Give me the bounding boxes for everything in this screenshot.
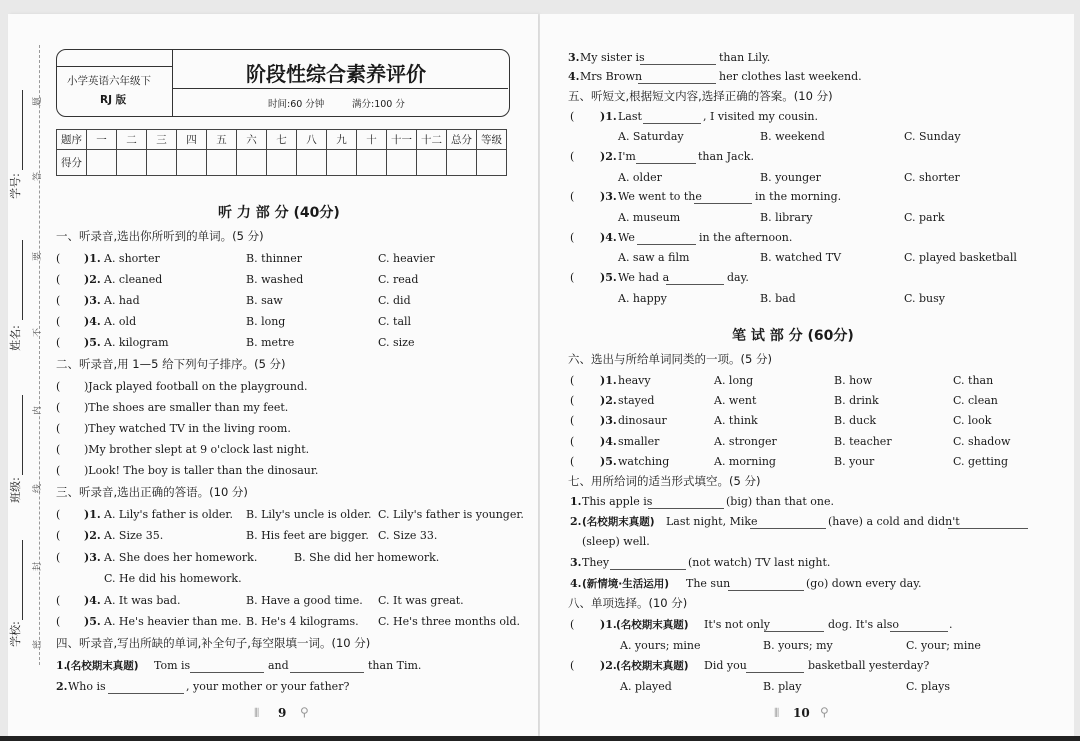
- question-number: )5.: [600, 455, 617, 468]
- answer-paren[interactable]: (: [570, 455, 575, 468]
- table-header: 六: [237, 130, 267, 150]
- section-6-title: 六、选出与所给单词同类的一项。(5 分): [568, 352, 772, 366]
- option-a: A. Lily's father is older.: [104, 508, 233, 521]
- answer-paren[interactable]: (: [570, 374, 575, 387]
- school-label: 学校:: [8, 621, 22, 647]
- option-c: C. read: [378, 273, 419, 286]
- table-header: 四: [177, 130, 207, 150]
- score-cell[interactable]: [447, 150, 477, 176]
- question-number: )3.: [600, 190, 617, 203]
- option-a: A. saw a film: [618, 251, 690, 264]
- page-title: 阶段性综合素养评价: [246, 62, 426, 86]
- score-cell[interactable]: [357, 150, 387, 176]
- binding-margin: [14, 45, 42, 665]
- option-a: A. stronger: [714, 435, 777, 448]
- table-header: 九: [327, 130, 357, 150]
- sentence-part: her clothes last weekend.: [719, 70, 862, 83]
- section-7-title: 七、用所给词的适当形式填空。(5 分): [568, 474, 761, 488]
- option-a: A. went: [714, 394, 757, 407]
- sentence: )Jack played football on the playground.: [84, 380, 308, 393]
- option-b: B. washed: [246, 273, 304, 286]
- sentence-part: than Lily.: [719, 51, 771, 64]
- option-a: A. He's heavier than me.: [104, 615, 242, 628]
- answer-paren[interactable]: (: [56, 594, 61, 607]
- sentence-part: I'm: [618, 150, 636, 163]
- answer-paren[interactable]: (: [56, 464, 61, 477]
- option-c: C. park: [904, 211, 945, 224]
- score-info: 满分:100 分: [352, 99, 405, 110]
- option-c: C. Lily's father is younger.: [378, 508, 524, 521]
- option-a: A. museum: [618, 211, 681, 224]
- question-number: )3.: [84, 551, 101, 564]
- question-number: )3.: [600, 414, 617, 427]
- sentence-part: in the afternoon.: [699, 231, 793, 244]
- blank-line[interactable]: [948, 528, 1028, 529]
- option-c: C. shadow: [953, 435, 1011, 448]
- source-tag: (名校期末真题): [582, 516, 655, 528]
- binding-char: 内: [33, 405, 44, 416]
- answer-paren[interactable]: (: [56, 273, 61, 286]
- name-label: 姓名:: [8, 325, 22, 351]
- page-number: 10: [793, 706, 810, 720]
- sentence: )My brother slept at 9 o'clock last night.: [84, 443, 310, 456]
- question-number: )1.: [600, 618, 617, 631]
- blank-line[interactable]: [610, 569, 686, 570]
- page-ornament: ⚲: [820, 705, 829, 719]
- blank-line[interactable]: [694, 203, 752, 204]
- answer-paren[interactable]: (: [56, 336, 61, 349]
- given-word: smaller: [618, 435, 660, 448]
- score-cell[interactable]: [237, 150, 267, 176]
- id-line[interactable]: [22, 90, 23, 170]
- option-a: A. She does her homework.: [104, 551, 258, 564]
- question-number: )2.: [84, 529, 101, 542]
- score-row: [57, 150, 507, 176]
- score-table-header-row: [57, 130, 507, 150]
- answer-paren[interactable]: (: [570, 110, 575, 123]
- score-cell[interactable]: [177, 150, 207, 176]
- blank-line[interactable]: [636, 163, 696, 164]
- option-c: C. It was great.: [378, 594, 464, 607]
- question-number: 3.: [570, 556, 582, 569]
- sentence-part: (not watch) TV last night.: [688, 556, 831, 569]
- answer-paren[interactable]: (: [56, 508, 61, 521]
- source-tag: (名校期末真题): [616, 619, 689, 631]
- binding-char: 不: [33, 327, 44, 338]
- question-number: 4.: [568, 70, 580, 83]
- section-4-title: 四、听录音,写出所缺的单词,补全句子,每空限填一词。(10 分): [56, 636, 371, 650]
- option-c: C. your; mine: [906, 639, 981, 652]
- answer-paren[interactable]: (: [56, 294, 61, 307]
- question-number: )1.: [600, 374, 617, 387]
- blank-line[interactable]: [648, 508, 724, 509]
- given-word: dinosaur: [618, 414, 667, 427]
- option-a: A. Size 35.: [104, 529, 164, 542]
- blank-line[interactable]: [108, 693, 184, 694]
- question-number: 1.: [570, 495, 582, 508]
- score-cell[interactable]: [477, 150, 507, 176]
- option-a: A. older: [618, 171, 662, 184]
- question-number: )5.: [600, 271, 617, 284]
- question-number: 1.: [56, 659, 68, 672]
- sentence-part: Did you: [704, 659, 747, 672]
- section-8-title: 八、单项选择。(10 分): [568, 596, 688, 610]
- option-b: B. watched TV: [760, 251, 842, 264]
- option-b: B. His feet are bigger.: [246, 529, 369, 542]
- section-5-title: 五、听短文,根据短文内容,选择正确的答案。(10 分): [568, 89, 833, 103]
- binding-char: 线: [33, 483, 44, 494]
- answer-paren[interactable]: (: [56, 551, 61, 564]
- question-number: )2.: [600, 150, 617, 163]
- source-tag: (新情境·生活运用): [582, 578, 670, 590]
- table-header: 五: [207, 130, 237, 150]
- answer-paren[interactable]: (: [570, 190, 575, 203]
- score-cell[interactable]: [117, 150, 147, 176]
- answer-paren[interactable]: (: [56, 380, 61, 393]
- option-b: B. He's 4 kilograms.: [246, 615, 359, 628]
- option-a: A. shorter: [104, 252, 160, 265]
- score-cell[interactable]: [207, 150, 237, 176]
- sentence-part: (sleep) well.: [582, 535, 650, 548]
- option-b: B. weekend: [760, 130, 825, 143]
- question-number: )1.: [84, 252, 101, 265]
- answer-paren[interactable]: (: [570, 618, 575, 631]
- option-a: A. played: [620, 680, 672, 693]
- sentence-part: The sun: [686, 577, 731, 590]
- table-header: 三: [147, 130, 177, 150]
- sentence-part: , I visited my cousin.: [703, 110, 818, 123]
- answer-paren[interactable]: (: [56, 615, 61, 628]
- answer-paren[interactable]: (: [570, 659, 575, 672]
- binding-char: 答: [33, 171, 44, 182]
- option-b: B. yours; my: [763, 639, 833, 652]
- section-1-title: 一、听录音,选出你所听到的单词。(5 分): [56, 229, 264, 243]
- option-b: B. library: [760, 211, 813, 224]
- score-cell[interactable]: [267, 150, 297, 176]
- sentence-part: Last: [618, 110, 642, 123]
- page-ornament: ⦀: [254, 706, 260, 720]
- answer-paren[interactable]: (: [56, 401, 61, 414]
- question-number: )4.: [84, 594, 101, 607]
- answer-paren[interactable]: (: [56, 529, 61, 542]
- school-line[interactable]: [22, 540, 23, 620]
- option-b: B. bad: [760, 292, 796, 305]
- option-a: A. old: [104, 315, 137, 328]
- score-cell[interactable]: [327, 150, 357, 176]
- question-number: )4.: [600, 435, 617, 448]
- option-a: A. yours; mine: [620, 639, 701, 652]
- score-cell[interactable]: [417, 150, 447, 176]
- option-c: C. He's three months old.: [378, 615, 521, 628]
- blank-line[interactable]: [728, 590, 804, 591]
- page-ornament: ⚲: [300, 705, 309, 719]
- score-table: [56, 129, 507, 176]
- answer-paren[interactable]: (: [56, 422, 61, 435]
- sentence-part: They: [582, 556, 610, 569]
- option-c: C. getting: [953, 455, 1009, 468]
- given-word: watching: [618, 455, 670, 468]
- option-b: B. Have a good time.: [246, 594, 363, 607]
- binding-char: 要: [33, 251, 44, 262]
- answer-paren[interactable]: (: [570, 150, 575, 163]
- option-b: B. drink: [834, 394, 879, 407]
- page-ornament: ⦀: [774, 706, 780, 720]
- answer-paren[interactable]: (: [570, 231, 575, 244]
- given-word: stayed: [618, 394, 655, 407]
- source-tag: (名校期末真题): [66, 660, 139, 672]
- option-c: C. than: [953, 374, 994, 387]
- option-b: B. teacher: [834, 435, 892, 448]
- sentence-part: than Jack.: [698, 150, 754, 163]
- table-header: 七: [267, 130, 297, 150]
- question-number: )2.: [84, 273, 101, 286]
- option-a: A. cleaned: [104, 273, 163, 286]
- sentence: )Look! The boy is taller than the dinosaur.: [84, 464, 319, 477]
- option-b: B. play: [763, 680, 802, 693]
- question-number: )5.: [84, 336, 101, 349]
- written-section-title: 笔 试 部 分 (60分): [732, 328, 854, 344]
- time-info: 时间:60 分钟: [268, 99, 325, 110]
- answer-paren[interactable]: (: [56, 443, 61, 456]
- option-b: B. duck: [834, 414, 877, 427]
- option-c: C. busy: [904, 292, 946, 305]
- sentence: )They watched TV in the living room.: [84, 422, 291, 435]
- class-label: 班级:: [8, 477, 22, 503]
- blank-line[interactable]: [637, 244, 696, 245]
- answer-paren[interactable]: (: [570, 271, 575, 284]
- blank-line[interactable]: [746, 672, 804, 673]
- table-header: 十二: [417, 130, 447, 150]
- student-id-label: 学号:: [8, 173, 22, 199]
- option-a: A. long: [714, 374, 754, 387]
- question-number: )5.: [84, 615, 101, 628]
- sentence-part: We: [618, 231, 635, 244]
- score-row-label: 得分: [57, 150, 87, 176]
- blank-line[interactable]: [750, 528, 826, 529]
- option-b: B. metre: [246, 336, 295, 349]
- sentence-part: in the morning.: [755, 190, 842, 203]
- grade-label: 小学英语六年级下: [67, 75, 151, 87]
- score-cell[interactable]: [297, 150, 327, 176]
- table-header: 十一: [387, 130, 417, 150]
- option-c: C. look: [953, 414, 992, 427]
- question-number: 4.: [570, 577, 582, 590]
- table-header: 总分: [447, 130, 477, 150]
- answer-paren[interactable]: (: [570, 435, 575, 448]
- section-2-title: 二、听录音,用 1—5 给下列句子排序。(5 分): [56, 357, 286, 371]
- table-header: 八: [297, 130, 327, 150]
- option-c: C. clean: [953, 394, 998, 407]
- question-number: 2.: [56, 680, 68, 693]
- option-a: A. morning: [714, 455, 776, 468]
- sentence-part: (have) a cold and didn't: [828, 515, 960, 528]
- option-c: C. size: [378, 336, 415, 349]
- option-c: C. shorter: [904, 171, 960, 184]
- section-3-title: 三、听录音,选出正确的答语。(10 分): [56, 485, 248, 499]
- sentence-part: It's not only: [704, 618, 770, 631]
- source-tag: (名校期末真题): [616, 660, 689, 672]
- bottom-edge: [0, 736, 1080, 741]
- question-number: )1.: [600, 110, 617, 123]
- sentence-part: We had a: [618, 271, 670, 284]
- blank-line[interactable]: [638, 83, 716, 84]
- edition-label: RJ 版: [100, 94, 127, 106]
- option-c: C. Size 33.: [378, 529, 438, 542]
- option-b: B. how: [834, 374, 873, 387]
- binding-char: 题: [33, 96, 44, 107]
- blank-line[interactable]: [640, 64, 716, 65]
- binding-char: 封: [33, 561, 44, 572]
- option-a: A. Saturday: [618, 130, 684, 143]
- listening-section-title: 听 力 部 分 (40分): [218, 205, 340, 221]
- option-c: C. tall: [378, 315, 412, 328]
- sentence-part: .: [949, 618, 953, 631]
- option-c: C. plays: [906, 680, 950, 693]
- blank-line[interactable]: [190, 672, 264, 673]
- sentence-part: Mrs Brown: [580, 70, 643, 83]
- option-a: A. had: [104, 294, 140, 307]
- blank-line[interactable]: [666, 284, 724, 285]
- score-cell[interactable]: [87, 150, 117, 176]
- option-c: C. Sunday: [904, 130, 961, 143]
- sentence-part: day.: [727, 271, 749, 284]
- question-number: )2.: [600, 394, 617, 407]
- option-c: C. heavier: [378, 252, 435, 265]
- option-a: A. kilogram: [104, 336, 169, 349]
- sentence-part: (go) down every day.: [806, 577, 922, 590]
- option-a: A. think: [714, 414, 758, 427]
- sentence-part: Last night, Mike: [666, 515, 758, 528]
- answer-paren[interactable]: (: [56, 315, 61, 328]
- name-line[interactable]: [22, 240, 23, 320]
- answer-paren[interactable]: (: [570, 394, 575, 407]
- option-a: A. happy: [618, 292, 667, 305]
- option-b: B. younger: [760, 171, 821, 184]
- option-c: C. did: [378, 294, 411, 307]
- answer-paren[interactable]: (: [570, 414, 575, 427]
- blank-line[interactable]: [764, 631, 824, 632]
- question-number: )2.: [600, 659, 617, 672]
- answer-paren[interactable]: (: [56, 252, 61, 265]
- binding-char: 密: [33, 639, 44, 650]
- option-a: A. It was bad.: [104, 594, 181, 607]
- option-c: C. played basketball: [904, 251, 1017, 264]
- option-b: B. saw: [246, 294, 283, 307]
- blank-line[interactable]: [890, 631, 948, 632]
- score-cell[interactable]: [147, 150, 177, 176]
- given-word: heavy: [618, 374, 651, 387]
- sentence-part: Who is: [68, 680, 106, 693]
- sentence-part: dog. It's also: [828, 618, 899, 631]
- sentence: )The shoes are smaller than my feet.: [84, 401, 289, 414]
- option-b: B. She did her homework.: [294, 551, 440, 564]
- table-header: 等级: [477, 130, 507, 150]
- option-b: B. Lily's uncle is older.: [246, 508, 372, 521]
- option-b: B. thinner: [246, 252, 303, 265]
- question-number: )1.: [84, 508, 101, 521]
- question-number: 2.: [570, 515, 582, 528]
- question-number: )3.: [84, 294, 101, 307]
- score-cell[interactable]: [387, 150, 417, 176]
- sentence-part: and: [268, 659, 289, 672]
- question-number: 3.: [568, 51, 580, 64]
- blank-line[interactable]: [643, 123, 701, 124]
- table-header: 二: [117, 130, 147, 150]
- question-number: )4.: [600, 231, 617, 244]
- sentence-part: than Tim.: [368, 659, 422, 672]
- sentence-part: My sister is: [580, 51, 645, 64]
- sentence-part: (big) than that one.: [726, 495, 835, 508]
- sentence-part: Tom is: [154, 659, 191, 672]
- sentence-part: We went to the: [618, 190, 702, 203]
- table-header: 十: [357, 130, 387, 150]
- table-header: 题序: [57, 130, 87, 150]
- sentence-part: basketball yesterday?: [808, 659, 930, 672]
- page-number: 9: [278, 706, 287, 720]
- sentence-part: , your mother or your father?: [186, 680, 350, 693]
- table-header: 一: [87, 130, 117, 150]
- option-c: C. He did his homework.: [104, 572, 242, 585]
- class-line[interactable]: [22, 395, 23, 475]
- option-b: B. long: [246, 315, 286, 328]
- blank-line[interactable]: [290, 672, 364, 673]
- option-b: B. your: [834, 455, 875, 468]
- question-number: )4.: [84, 315, 101, 328]
- sentence-part: This apple is: [582, 495, 653, 508]
